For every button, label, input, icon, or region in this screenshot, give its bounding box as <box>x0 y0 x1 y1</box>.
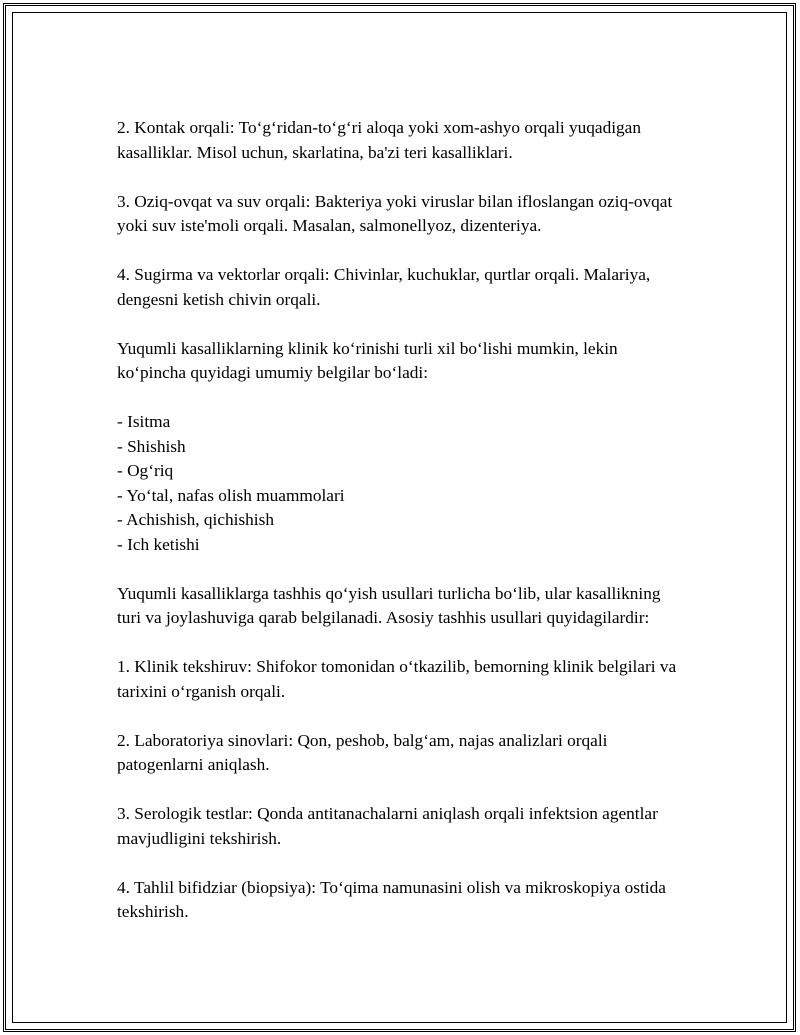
symptoms-list <box>117 410 687 557</box>
paragraph-clinical-exam: 1. Klinik tekshiruv: Shifokor tomonidan o‘tkazilib, bemorning klinik belgilari va tarixini o‘rganish orqali. <box>117 657 677 701</box>
paragraph-serology: 3. Serologik testlar: Qonda antitanachalarni aniqlash orqali infektsion agentlar mavjudligini tekshirish. <box>117 804 658 848</box>
paragraph-clinical-signs-intro: Yuqumli kasalliklarning klinik ko‘rinishi turli xil bo‘lishi mumkin, lekin ko‘pincha quyidagi umumiy belgilar bo‘ladi: <box>117 338 618 382</box>
list-item: - Ich ketishi <box>117 534 200 554</box>
paragraph-food-water-transmission: 3. Oziq-ovqat va suv orqali: Bakteriya yoki viruslar bilan ifloslangan oziq-ovqat yoki suv iste'moli orqali. Masalan, salmonellyoz, dizenteriya. <box>117 191 673 235</box>
list-item: - Yo‘tal, nafas olish muammolari <box>117 485 345 505</box>
paragraph-lab-tests: 2. Laboratoriya sinovlari: Qon, peshob, balg‘am, najas analizlari orqali patogenlarni aniqlash. <box>117 730 608 774</box>
list-item: - Shishish <box>117 436 186 456</box>
document-body <box>117 116 687 949</box>
paragraph-vector-transmission: 4. Sugirma va vektorlar orqali: Chivinlar, kuchuklar, qurtlar orqali. Malariya, dengesni ketish chivin orqali. <box>117 265 651 309</box>
list-item: - Og‘riq <box>117 461 174 480</box>
paragraph-biopsy: 4. Tahlil bifidziar (biopsiya): To‘qima namunasini olish va mikroskopiya ostida tekshirish. <box>117 877 666 921</box>
paragraph-diagnosis-intro: Yuqumli kasalliklarga tashhis qo‘yish usullari turlicha bo‘lib, ular kasallikning turi va joylashuviga qarab belgilanadi. Asosiy tashhis usullari quyidagilardir: <box>117 583 661 627</box>
list-item: - Isitma <box>117 412 171 431</box>
paragraph-contact-transmission: 2. Kontak orqali: To‘g‘ridan-to‘g‘ri aloqa yoki xom-ashyo orqali yuqadigan kasalliklar. Misol uchun, skarlatina, ba'zi teri kasalliklari. <box>117 118 641 162</box>
list-item: - Achishish, qichishish <box>117 510 274 529</box>
